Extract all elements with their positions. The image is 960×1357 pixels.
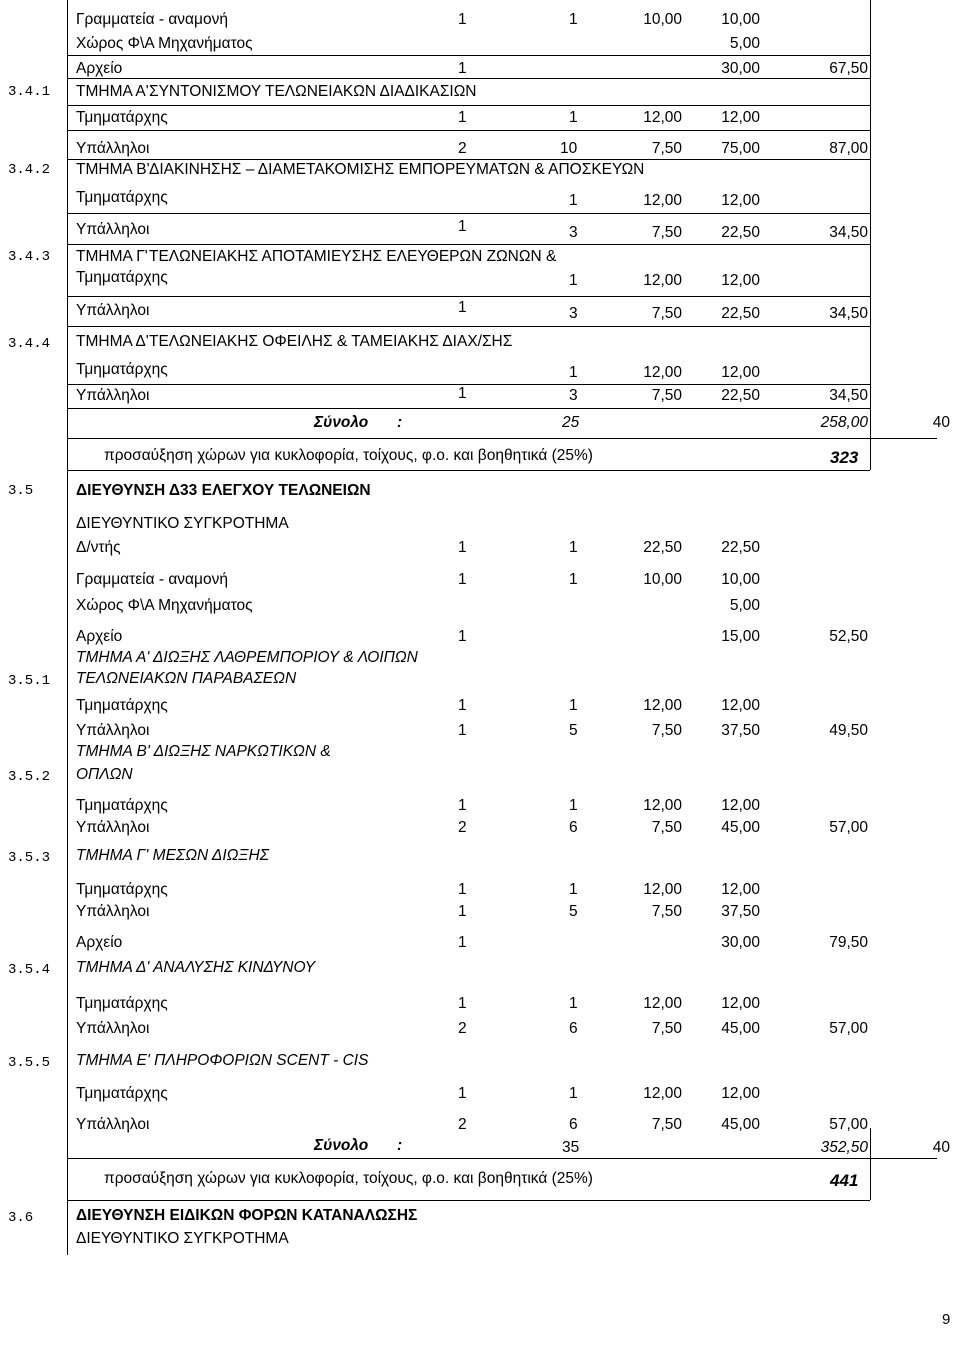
row-divider bbox=[67, 213, 870, 214]
cell-total: 5,00 bbox=[729, 597, 760, 614]
row-label: Τμηματάρχης bbox=[76, 269, 168, 286]
cell-sum: 57,00 bbox=[829, 1020, 868, 1037]
total-label: Σύνολο bbox=[314, 414, 369, 431]
cell-n2: 1 bbox=[569, 364, 578, 381]
row-divider bbox=[67, 159, 870, 160]
cell-n1: 1 bbox=[458, 11, 467, 28]
cell-unit: 12,00 bbox=[643, 995, 682, 1012]
section-code: 3.4.2 bbox=[8, 162, 51, 178]
row-label: Τμηματάρχης bbox=[76, 797, 168, 814]
row-label: Γραμματεία - αναμονή bbox=[76, 11, 228, 28]
cell-total: 12,00 bbox=[721, 1085, 760, 1102]
cell-n1: 1 bbox=[458, 109, 467, 126]
row-label: Τμηματάρχης bbox=[76, 881, 168, 898]
row-divider bbox=[67, 244, 870, 245]
cell-total: 37,50 bbox=[721, 722, 760, 739]
section-title: ΤΕΛΩΝΕΙΑΚΗΣ ΑΠΟΤΑΜΙΕΥΣΗΣ ΕΛΕΥΘΕΡΩΝ ΖΩΝΩΝ & bbox=[149, 248, 557, 265]
section-code: 3.4.4 bbox=[8, 336, 51, 352]
cell-n1: 1 bbox=[458, 60, 467, 77]
row-label: Υπάλληλοι bbox=[76, 903, 150, 920]
subsection-title: ΔΙΕΥΘΥΝΤΙΚΟ ΣΥΓΚΡΟΤΗΜΑ bbox=[76, 1230, 289, 1247]
row-label: Υπάλληλοι bbox=[76, 302, 150, 319]
row-label: Τμηματάρχης bbox=[76, 189, 168, 206]
increase-note: προσαύξηση χώρων για κυκλοφορία, τοίχους, φ.ο. και βοηθητικά (25%) bbox=[104, 1170, 593, 1187]
cell-n2: 1 bbox=[569, 11, 578, 28]
total-count: 35 bbox=[562, 1139, 580, 1156]
row-divider bbox=[67, 1200, 870, 1201]
row-label: Υπάλληλοι bbox=[76, 1020, 150, 1037]
section-code: 3.5.3 bbox=[8, 850, 51, 866]
cell-sum: 57,00 bbox=[829, 1116, 868, 1133]
total-extra: 40 bbox=[932, 414, 950, 431]
cell-unit: 10,00 bbox=[643, 11, 682, 28]
cell-unit: 22,50 bbox=[643, 539, 682, 556]
row-divider bbox=[67, 470, 870, 471]
cell-total: 12,00 bbox=[721, 881, 760, 898]
row-label: Τμηματάρχης bbox=[76, 697, 168, 714]
cell-total: 45,00 bbox=[721, 1020, 760, 1037]
total-extra: 40 bbox=[932, 1139, 950, 1156]
cell-n2: 3 bbox=[569, 224, 578, 241]
cell-n1: 1 bbox=[458, 697, 467, 714]
row-label: Υπάλληλοι bbox=[76, 819, 150, 836]
cell-n2: 1 bbox=[569, 539, 578, 556]
section-title: ΤΜΗΜΑ Β' ΔΙΩΞΗΣ ΝΑΡΚΩΤΙΚΩΝ & bbox=[76, 743, 331, 760]
section-title: ΤΜΗΜΑ Δ' ΑΝΑΛΥΣΗΣ ΚΙΝΔΥΝΟΥ bbox=[76, 959, 316, 976]
cell-unit: 12,00 bbox=[643, 1085, 682, 1102]
cell-n2: 10 bbox=[560, 140, 578, 157]
cell-sum: 34,50 bbox=[829, 305, 868, 322]
right-border bbox=[870, 1128, 871, 1200]
increase-note: προσαύξηση χώρων για κυκλοφορία, τοίχους, φ.ο. και βοηθητικά (25%) bbox=[104, 447, 593, 464]
section-title: ΔΙΑΚΙΝΗΣΗΣ – ΔΙΑΜΕΤΑΚΟΜΙΣΗΣ ΕΜΠΟΡΕΥΜΑΤΩΝ & ΑΠΟΣΚΕΥΩΝ bbox=[149, 161, 645, 178]
section-title-prefix: ΤΜΗΜΑ Γ' bbox=[76, 248, 148, 265]
section-code: 3.6 bbox=[8, 1210, 34, 1226]
cell-n2: 1 bbox=[569, 697, 578, 714]
cell-n2: 6 bbox=[569, 819, 578, 836]
cell-sum: 57,00 bbox=[829, 819, 868, 836]
section-title: ΤΕΛΩΝΕΙΑΚΗΣ ΟΦΕΙΛΗΣ & ΤΑΜΕΙΑΚΗΣ ΔΙΑΧ/ΣΗΣ bbox=[149, 333, 513, 350]
cell-n2: 1 bbox=[569, 797, 578, 814]
section-code: 3.5.4 bbox=[8, 962, 51, 978]
cell-total: 22,50 bbox=[721, 224, 760, 241]
cell-total: 22,50 bbox=[721, 539, 760, 556]
cell-n2: 1 bbox=[569, 272, 578, 289]
cell-n1: 2 bbox=[458, 1116, 467, 1133]
cell-total: 30,00 bbox=[721, 934, 760, 951]
cell-total: 15,00 bbox=[721, 628, 760, 645]
total-count: 25 bbox=[562, 414, 580, 431]
section-title-prefix: ΤΜΗΜΑ Δ' bbox=[76, 333, 149, 350]
cell-total: 45,00 bbox=[721, 1116, 760, 1133]
cell-total: 12,00 bbox=[721, 995, 760, 1012]
cell-total: 22,50 bbox=[721, 305, 760, 322]
cell-n1: 1 bbox=[458, 881, 467, 898]
cell-unit: 12,00 bbox=[643, 697, 682, 714]
cell-total: 12,00 bbox=[721, 364, 760, 381]
cell-sum: 87,00 bbox=[829, 140, 868, 157]
cell-n1: 1 bbox=[458, 571, 467, 588]
row-divider bbox=[67, 326, 870, 327]
total-label: Σύνολο bbox=[314, 1137, 369, 1154]
cell-unit: 7,50 bbox=[651, 1116, 682, 1133]
cell-unit: 7,50 bbox=[651, 819, 682, 836]
cell-unit: 12,00 bbox=[643, 192, 682, 209]
cell-n1: 1 bbox=[458, 299, 467, 316]
cell-total: 45,00 bbox=[721, 819, 760, 836]
cell-n1: 1 bbox=[458, 385, 467, 402]
row-label: Υπάλληλοι bbox=[76, 1116, 150, 1133]
row-label: Τμηματάρχης bbox=[76, 995, 168, 1012]
cell-total: 12,00 bbox=[721, 697, 760, 714]
section-code: 3.5.5 bbox=[8, 1055, 51, 1071]
cell-unit: 7,50 bbox=[651, 903, 682, 920]
cell-n1: 1 bbox=[458, 539, 467, 556]
cell-unit: 7,50 bbox=[651, 722, 682, 739]
cell-total: 75,00 bbox=[721, 140, 760, 157]
row-label: Αρχείο bbox=[76, 934, 123, 951]
cell-n1: 1 bbox=[458, 903, 467, 920]
cell-n1: 2 bbox=[458, 819, 467, 836]
cell-n1: 1 bbox=[458, 797, 467, 814]
cell-unit: 12,00 bbox=[643, 797, 682, 814]
cell-unit: 7,50 bbox=[651, 140, 682, 157]
section-code: 3.4.3 bbox=[8, 249, 51, 265]
section-title: ΟΠΛΩΝ bbox=[76, 766, 133, 783]
row-divider bbox=[67, 55, 870, 56]
section-title: ΤΜΗΜΑ Α' ΔΙΩΞΗΣ ΛΑΘΡΕΜΠΟΡΙΟΥ & ΛΟΙΠΩΝ bbox=[76, 649, 418, 666]
left-border bbox=[67, 0, 68, 1255]
total-colon: : bbox=[397, 414, 403, 431]
row-label: Υπάλληλοι bbox=[76, 722, 150, 739]
subsection-title: ΔΙΕΥΘΥΝΤΙΚΟ ΣΥΓΚΡΟΤΗΜΑ bbox=[76, 515, 289, 532]
row-label: Τμηματάρχης bbox=[76, 1085, 168, 1102]
cell-unit: 7,50 bbox=[651, 387, 682, 404]
row-label: Χώρος Φ\Α Μηχανήματος bbox=[76, 35, 253, 52]
section-code: 3.5.1 bbox=[8, 673, 51, 689]
row-divider bbox=[67, 1158, 937, 1159]
cell-n2: 3 bbox=[569, 387, 578, 404]
cell-n1: 1 bbox=[458, 934, 467, 951]
section-title-prefix: ΤΜΗΜΑ Α' bbox=[76, 83, 149, 100]
cell-n1: 1 bbox=[458, 1085, 467, 1102]
section-title: ΔΙΕΥΘΥΝΣΗ Δ33 ΕΛΕΓΧΟΥ ΤΕΛΩΝΕΙΩΝ bbox=[76, 482, 371, 499]
row-divider bbox=[67, 408, 870, 409]
row-divider bbox=[67, 105, 870, 106]
section-code: 3.5.2 bbox=[8, 769, 51, 785]
cell-n2: 6 bbox=[569, 1116, 578, 1133]
row-label: Γραμματεία - αναμονή bbox=[76, 571, 228, 588]
cell-unit: 10,00 bbox=[643, 571, 682, 588]
page-number: 9 bbox=[942, 1311, 951, 1328]
cell-n2: 1 bbox=[569, 1085, 578, 1102]
cell-n2: 5 bbox=[569, 903, 578, 920]
cell-total: 12,00 bbox=[721, 272, 760, 289]
row-label: Υπάλληλοι bbox=[76, 221, 150, 238]
cell-total: 22,50 bbox=[721, 387, 760, 404]
section-title: ΤΕΛΩΝΕΙΑΚΩΝ ΠΑΡΑΒΑΣΕΩΝ bbox=[76, 670, 297, 687]
cell-n2: 1 bbox=[569, 995, 578, 1012]
row-divider bbox=[67, 384, 870, 385]
section-code: 3.5 bbox=[8, 483, 34, 499]
cell-total: 37,50 bbox=[721, 903, 760, 920]
cell-unit: 7,50 bbox=[651, 1020, 682, 1037]
increase-value: 441 bbox=[830, 1171, 859, 1190]
total-amount: 352,50 bbox=[820, 1139, 868, 1156]
cell-n2: 1 bbox=[569, 571, 578, 588]
cell-n1: 2 bbox=[458, 140, 467, 157]
cell-total: 12,00 bbox=[721, 109, 760, 126]
section-title: ΔΙΕΥΘΥΝΣΗ ΕΙΔΙΚΩΝ ΦΟΡΩΝ ΚΑΤΑΝΑΛΩΣΗΣ bbox=[76, 1207, 418, 1224]
row-label: Δ/ντής bbox=[76, 539, 121, 556]
cell-unit: 7,50 bbox=[651, 224, 682, 241]
row-label: Χώρος Φ\Α Μηχανήματος bbox=[76, 597, 253, 614]
cell-total: 5,00 bbox=[729, 35, 760, 52]
cell-n2: 1 bbox=[569, 109, 578, 126]
cell-n2: 6 bbox=[569, 1020, 578, 1037]
section-title: ΤΜΗΜΑ Γ' ΜΕΣΩΝ ΔΙΩΞΗΣ bbox=[76, 847, 269, 864]
total-colon: : bbox=[397, 1137, 403, 1154]
row-label: Υπάλληλοι bbox=[76, 140, 150, 157]
cell-sum: 67,50 bbox=[829, 60, 868, 77]
cell-n1: 1 bbox=[458, 218, 467, 235]
cell-unit: 12,00 bbox=[643, 881, 682, 898]
row-divider bbox=[67, 438, 937, 439]
row-divider bbox=[67, 296, 870, 297]
cell-n2: 3 bbox=[569, 305, 578, 322]
cell-total: 12,00 bbox=[721, 797, 760, 814]
cell-sum: 49,50 bbox=[829, 722, 868, 739]
row-divider bbox=[67, 130, 870, 131]
cell-sum: 34,50 bbox=[829, 387, 868, 404]
increase-value: 323 bbox=[830, 448, 859, 467]
section-title: ΤΜΗΜΑ Ε' ΠΛΗΡΟΦΟΡΙΩΝ SCENT - CIS bbox=[76, 1052, 369, 1069]
cell-unit: 12,00 bbox=[643, 364, 682, 381]
row-label: Υπάλληλοι bbox=[76, 387, 150, 404]
cell-n1: 2 bbox=[458, 1020, 467, 1037]
cell-n2: 5 bbox=[569, 722, 578, 739]
section-title-prefix: ΤΜΗΜΑ Β' bbox=[76, 161, 150, 178]
cell-unit: 12,00 bbox=[643, 109, 682, 126]
total-amount: 258,00 bbox=[820, 414, 868, 431]
row-label: Τμηματάρχης bbox=[76, 109, 168, 126]
row-label: Αρχείο bbox=[76, 60, 123, 77]
cell-sum: 52,50 bbox=[829, 628, 868, 645]
cell-sum: 34,50 bbox=[829, 224, 868, 241]
cell-total: 10,00 bbox=[721, 571, 760, 588]
cell-n1: 1 bbox=[458, 722, 467, 739]
section-title: ΣΥΝΤΟΝΙΣΜΟΥ ΤΕΛΩΝΕΙΑΚΩΝ ΔΙΑΔΙΚΑΣΙΩΝ bbox=[149, 83, 477, 100]
cell-unit: 12,00 bbox=[643, 272, 682, 289]
right-border bbox=[870, 0, 871, 470]
cell-n2: 1 bbox=[569, 192, 578, 209]
cell-total: 10,00 bbox=[721, 11, 760, 28]
cell-unit: 7,50 bbox=[651, 305, 682, 322]
cell-sum: 79,50 bbox=[829, 934, 868, 951]
row-divider bbox=[67, 78, 870, 79]
cell-n1: 1 bbox=[458, 628, 467, 645]
cell-n1: 1 bbox=[458, 995, 467, 1012]
cell-n2: 1 bbox=[569, 881, 578, 898]
row-label: Τμηματάρχης bbox=[76, 361, 168, 378]
cell-total: 30,00 bbox=[721, 60, 760, 77]
cell-total: 12,00 bbox=[721, 192, 760, 209]
row-label: Αρχείο bbox=[76, 628, 123, 645]
section-code: 3.4.1 bbox=[8, 84, 51, 100]
